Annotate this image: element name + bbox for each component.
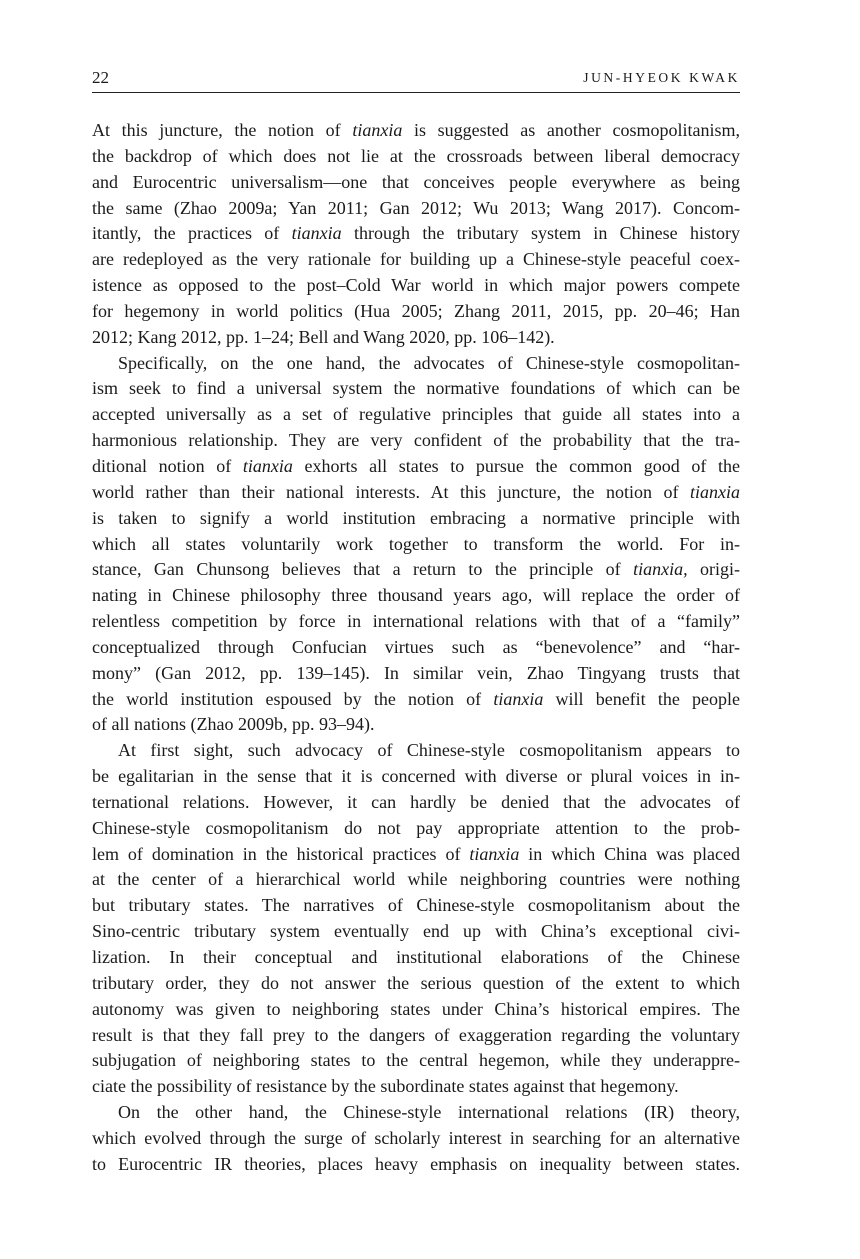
text-run: exhorts all states to pursue the common good of the (292, 455, 740, 476)
text-run: the same (Zhao 2009a; Yan 2011; Gan 2012; Wu 2013; Wang 2017). Concom- (92, 197, 740, 218)
text-run: origi- (687, 559, 740, 580)
text-line (92, 196, 740, 222)
text-line (92, 273, 740, 299)
text-line (92, 790, 740, 816)
text-run: subjugation of neighboring states to the central hegemon, while they underappre- (92, 1050, 740, 1071)
italic-term: tianxia (469, 843, 520, 864)
text-line (92, 170, 740, 196)
italic-term: tianxia (690, 481, 740, 502)
text-line (92, 118, 740, 144)
italic-term: tianxia (291, 223, 342, 244)
text-run: of all nations (Zhao 2009b, pp. 93–94). (92, 714, 375, 735)
text-run: At first sight, such advocacy of Chinese-style cosmopolitanism appears to (118, 740, 740, 761)
text-run: for hegemony in world politics (Hua 2005; Zhang 2011, 2015, pp. 20–46; Han (92, 300, 740, 321)
text-line (92, 1023, 740, 1049)
text-line (92, 945, 740, 971)
text-line (92, 532, 740, 558)
body-text (92, 118, 740, 1178)
text-run: ternational relations. However, it can hardly be denied that the advocates of (92, 791, 740, 812)
italic-term: tianxia (493, 688, 544, 709)
text-run: ism seek to find a universal system the normative foundations of which can be (92, 378, 740, 399)
italic-term: tianxia, (633, 559, 688, 580)
text-line (92, 325, 740, 351)
text-line (92, 867, 740, 893)
text-line (92, 842, 740, 868)
paragraph (92, 738, 740, 1100)
text-run: lem of domination in the historical practices of (92, 843, 470, 864)
text-line (92, 557, 740, 583)
text-run: will benefit the people (543, 688, 740, 709)
page-number: 22 (92, 68, 109, 87)
text-run: At this juncture, the notion of (92, 120, 353, 140)
text-run: the world institution espoused by the notion of (92, 688, 494, 709)
text-run: tributary order, they do not answer the serious question of the extent to which (92, 972, 740, 993)
text-line (92, 687, 740, 713)
text-run: lization. In their conceptual and institutional elaborations of the Chinese (92, 947, 740, 967)
text-line (92, 376, 740, 402)
text-run: which all states voluntarily work together to transform the world. For in- (92, 533, 740, 554)
text-run: through the tributary system in Chinese history (341, 223, 740, 244)
text-run: Sino-centric tributary system eventually end up with China’s exceptional civi- (92, 921, 740, 942)
text-run: Specifically, on the one hand, the advocates of Chinese-style cosmopolitan- (118, 352, 740, 373)
text-run: relentless competition by force in international relations with that of a “family” (92, 611, 740, 632)
text-run: accepted universally as a set of regulative principles that guide all states into a (92, 404, 740, 425)
text-line (92, 221, 740, 247)
text-line (92, 247, 740, 273)
text-line (92, 661, 740, 687)
text-line (92, 816, 740, 842)
text-line (92, 428, 740, 454)
text-run: in which China was placed (519, 843, 740, 864)
text-line (92, 351, 740, 377)
text-line (92, 893, 740, 919)
text-run: and Eurocentric universalism—one that conceives people everywhere as being (92, 171, 740, 192)
text-run: 2012; Kang 2012, pp. 1–24; Bell and Wang 2020, pp. 106–142). (92, 326, 555, 347)
text-line (92, 1100, 740, 1126)
text-line (92, 712, 740, 738)
text-line (92, 764, 740, 790)
text-line (92, 480, 740, 506)
text-run: harmonious relationship. They are very confident of the probability that the tra- (92, 430, 740, 451)
text-line (92, 1048, 740, 1074)
text-run: Chinese-style cosmopolitanism do not pay appropriate attention to the prob- (92, 817, 740, 838)
text-line (92, 1152, 740, 1178)
text-run: nating in Chinese philosophy three thousand years ago, will replace the order of (92, 585, 740, 606)
text-run: conceptualized through Confucian virtues such as “benevolence” and “har- (92, 636, 740, 657)
text-line (92, 299, 740, 325)
text-line (92, 506, 740, 532)
paragraph (92, 1100, 740, 1178)
text-line (92, 1074, 740, 1100)
paragraph (92, 351, 740, 739)
text-line (92, 1126, 740, 1152)
text-run: but tributary states. The narratives of Chinese-style cosmopolitanism about the (92, 895, 740, 916)
text-run: at the center of a hierarchical world while neighboring countries were nothing (92, 869, 740, 890)
text-line (92, 402, 740, 428)
running-head-author: JUN-HYEOK KWAK (583, 70, 740, 85)
text-run: istence as opposed to the post–Cold War world in which major powers compete (92, 275, 740, 296)
text-run: be egalitarian in the sense that it is concerned with diverse or plural voices in in- (92, 766, 740, 787)
text-line (92, 609, 740, 635)
running-header (92, 66, 740, 93)
text-line (92, 635, 740, 661)
italic-term: tianxia (242, 455, 293, 476)
text-run: ciate the possibility of resistance by the subordinate states against that hegemony. (92, 1076, 679, 1097)
text-run: to Eurocentric IR theories, places heavy emphasis on inequality between states. (92, 1153, 740, 1174)
text-line (92, 738, 740, 764)
text-run: result is that they fall prey to the dangers of exaggeration regarding the voluntary (92, 1024, 740, 1045)
text-run: itantly, the practices of (92, 223, 292, 244)
text-run: ditional notion of (92, 455, 243, 476)
text-run: is taken to signify a world institution embracing a normative principle with (92, 507, 740, 528)
text-run: world rather than their national interests. At this juncture, the notion of (92, 481, 690, 502)
text-run: which evolved through the surge of scholarly interest in searching for an alternative (92, 1127, 740, 1148)
text-run: the backdrop of which does not lie at the crossroads between liberal democracy (92, 145, 740, 166)
text-run: On the other hand, the Chinese-style international relations (IR) theory, (118, 1102, 740, 1123)
text-line (92, 583, 740, 609)
text-line (92, 997, 740, 1023)
text-run: is suggested as another cosmopolitanism, (402, 120, 740, 140)
text-line (92, 454, 740, 480)
text-run: mony” (Gan 2012, pp. 139–145). In similar vein, Zhao Tingyang trusts that (92, 662, 740, 683)
paragraph (92, 118, 740, 351)
text-run: stance, Gan Chunsong believes that a return to the principle of (92, 559, 634, 580)
text-line (92, 144, 740, 170)
text-run: are redeployed as the very rationale for building up a Chinese-style peaceful coex- (92, 249, 740, 270)
text-line (92, 971, 740, 997)
text-run: autonomy was given to neighboring states under China’s historical empires. The (92, 998, 740, 1019)
text-line (92, 919, 740, 945)
italic-term: tianxia (352, 120, 403, 140)
